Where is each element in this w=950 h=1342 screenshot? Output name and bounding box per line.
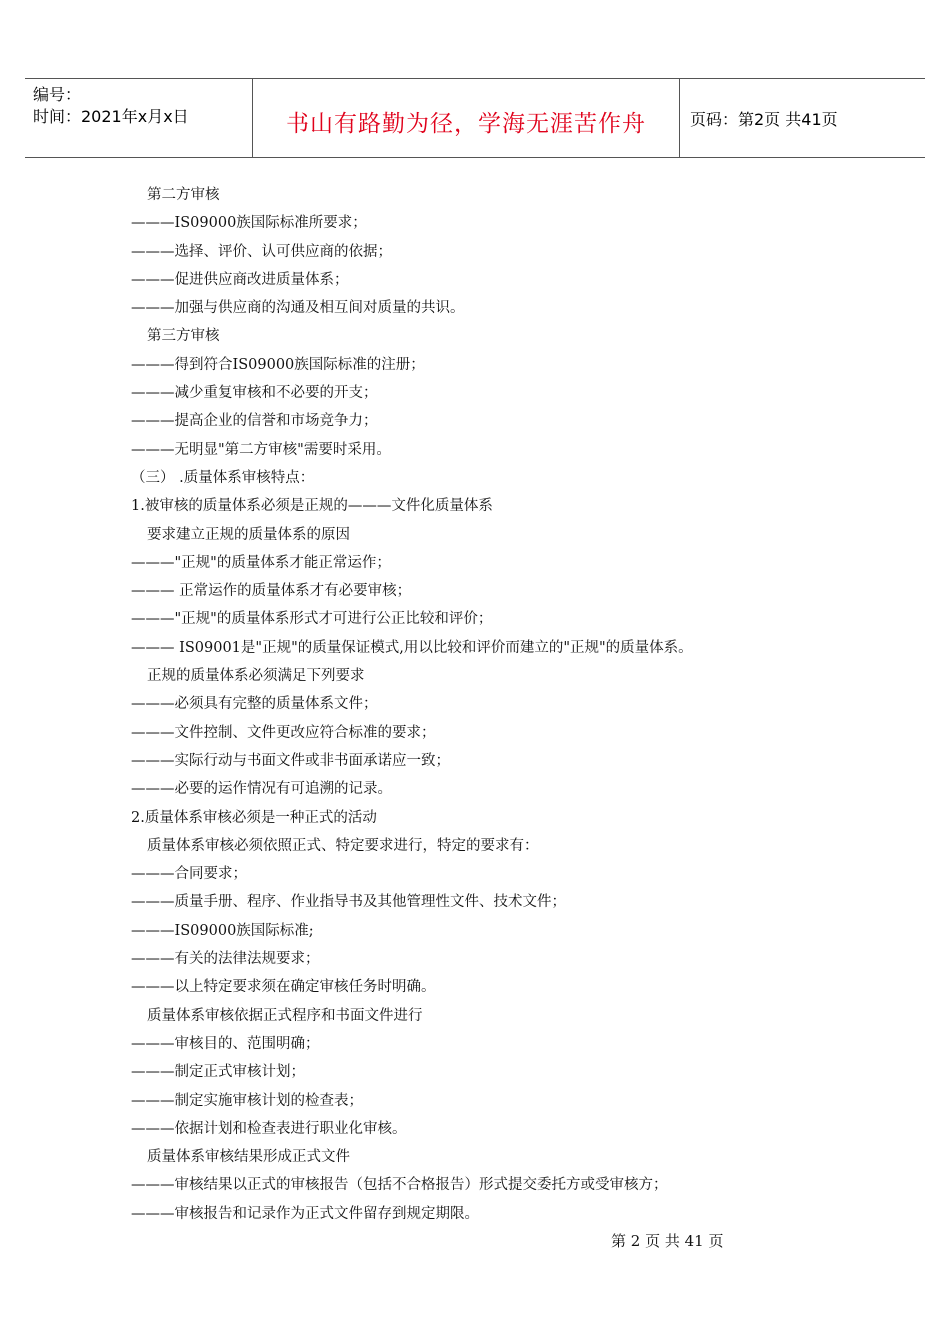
text-line: 1.被审核的质量体系必须是正规的———文件化质量体系: [131, 498, 493, 515]
text-line: ———以上特定要求须在确定审核任务时明确。: [131, 979, 436, 996]
text-line: ——— 正常运作的质量体系才有必要审核；: [131, 583, 412, 600]
text-line: ———有关的法律法规要求；: [131, 951, 320, 968]
text-line: 第三方审核: [147, 328, 220, 345]
text-line: ———合同要求；: [131, 866, 247, 883]
text-line: ———促进供应商改进质量体系；: [131, 271, 349, 288]
text-line: ———"正规"的质量体系形式才可进行公正比较和评价；: [131, 611, 493, 628]
text-line: ———提高企业的信誉和市场竞争力；: [131, 413, 378, 430]
text-line: 正规的质量体系必须满足下列要求: [147, 668, 365, 685]
header-motto: 书山有路勤为径，学海无涯苦作舟: [253, 79, 680, 157]
text-line: ———减少重复审核和不必要的开支；: [131, 385, 378, 402]
header-meta: [25, 79, 253, 157]
header-page-info: 页码：第2页 共41页: [690, 109, 838, 129]
text-line: ———依据计划和检查表进行职业化审核。: [131, 1120, 407, 1137]
text-line: ———必要的运作情况有可追溯的记录。: [131, 781, 392, 798]
text-line: ———制定实施审核计划的检查表；: [131, 1092, 363, 1109]
text-line: 要求建立正规的质量体系的原因: [147, 526, 350, 543]
text-line: 质量体系审核依据正式程序和书面文件进行: [147, 1007, 423, 1024]
text-line: ———制定正式审核计划；: [131, 1064, 305, 1081]
text-line: ———文件控制、文件更改应符合标准的要求；: [131, 724, 436, 741]
time-label: 时间：2021年x月x日: [33, 107, 189, 126]
text-line: 第二方审核: [147, 187, 220, 203]
text-line: （三） .质量体系审核特点：: [131, 469, 315, 486]
text-line: 质量体系审核必须依照正式、特定要求进行，特定的要求有：: [147, 837, 539, 854]
text-line: ———质量手册、程序、作业指导书及其他管理性文件、技术文件；: [131, 894, 566, 911]
text-line: ———审核结果以正式的审核报告（包括不合格报告）形式提交委托方或受审核方；: [131, 1177, 668, 1194]
page-footer: 第 2 页 共 41 页: [611, 1232, 724, 1250]
text-line: ———加强与供应商的沟通及相互间对质量的共识。: [131, 300, 465, 317]
text-line: ———审核目的、范围明确；: [131, 1035, 320, 1052]
text-line: ———IS09000族国际标准;: [131, 922, 314, 939]
text-line: 2.质量体系审核必须是一种正式的活动: [131, 809, 377, 826]
text-line: ———无明显"第二方审核"需要时采用。: [131, 441, 391, 458]
text-line: ———"正规"的质量体系才能正常运作；: [131, 554, 391, 571]
page-header: [25, 78, 925, 158]
text-line: ——— IS09001是"正规"的质量保证模式,用以比较和评价而建立的"正规"的质量体系。: [131, 639, 693, 656]
text-line: ———审核报告和记录作为正式文件留存到规定期限。: [131, 1205, 479, 1222]
serial-label: 编号：: [33, 85, 82, 104]
text-line: ———选择、评价、认可供应商的依据；: [131, 243, 392, 260]
text-line: ———IS09000族国际标准所要求；: [131, 215, 367, 232]
text-line: ———实际行动与书面文件或非书面承诺应一致；: [131, 752, 450, 769]
text-line: ———得到符合IS09000族国际标准的注册；: [131, 356, 425, 373]
document-body: [131, 181, 911, 1228]
text-line: 质量体系审核结果形成正式文件: [147, 1149, 350, 1166]
text-line: ———必须具有完整的质量体系文件；: [131, 696, 378, 713]
